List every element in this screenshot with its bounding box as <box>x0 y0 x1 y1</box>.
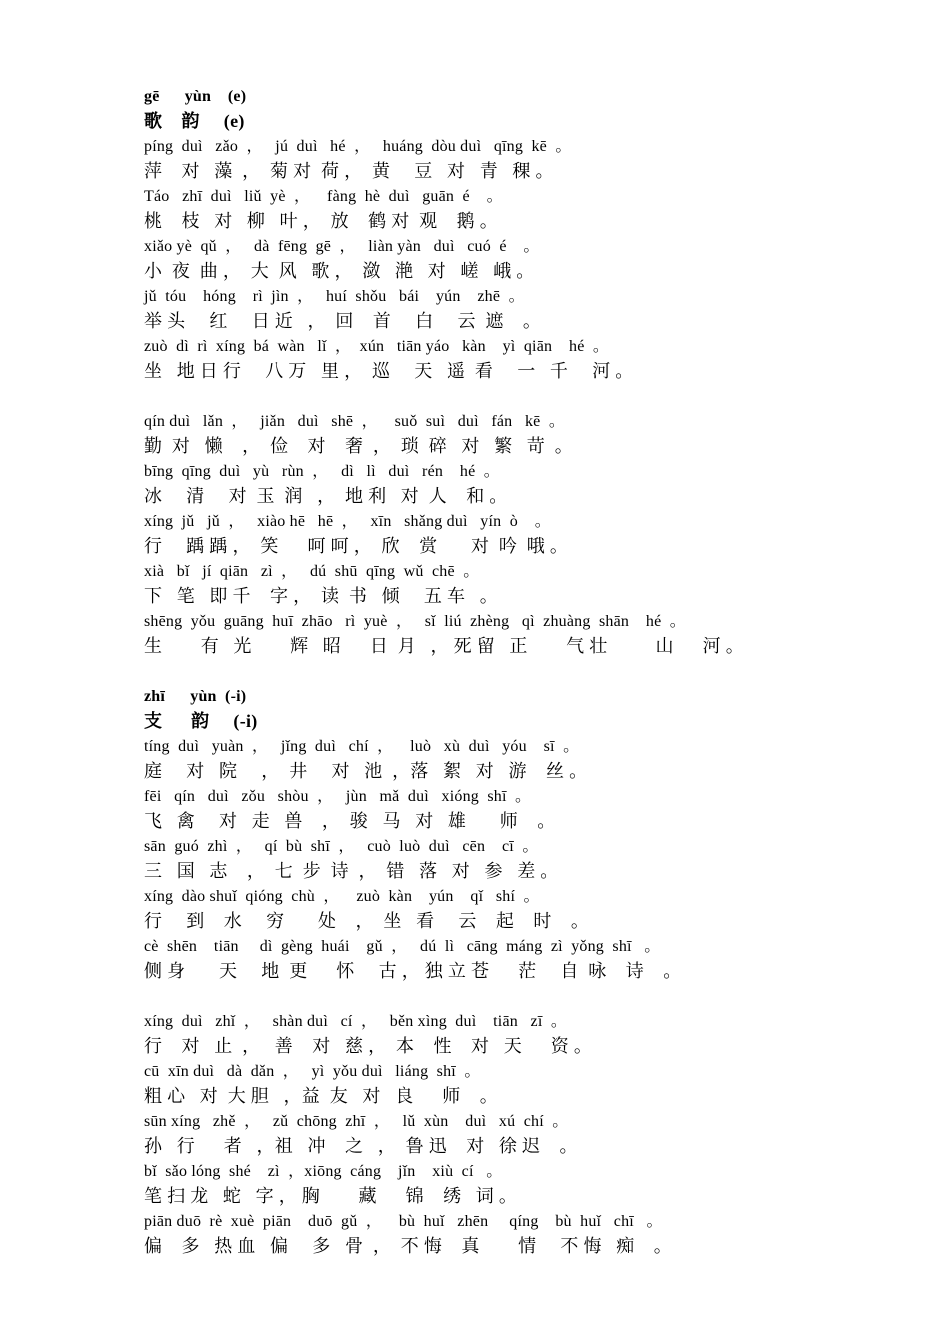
hanzi-line: 举 头 红 日 近 ， 回 首 白 云 遮 。 <box>144 311 542 331</box>
hanzi-line: 萍 对 藻 ， 菊 对 荷 ， 黄 豆 对 青 稞 。 <box>144 161 554 181</box>
hanzi-line: 下 笔 即 千 字 ， 读 书 倾 五 车 。 <box>144 586 498 606</box>
section-gap <box>144 384 844 409</box>
hanzi-line: 侧 身 天 地 更 怀 古 ， 独 立 苍 茫 自 咏 诗 。 <box>144 961 682 981</box>
pinyin-line: qín duì lǎn ， jiǎn duì shē ， suǒ suì duì fán kē 。 <box>144 413 566 430</box>
section-title-pinyin: zhī yùn (-i) <box>144 688 247 705</box>
poem-document <box>144 84 844 1259</box>
pinyin-line: xíng dào shuǐ qióng chù ， zuò kàn yún qǐ shí 。 <box>144 888 540 905</box>
hanzi-line: 勤 对 懒 ， 俭 对 奢 ， 琐 碎 对 繁 苛 。 <box>144 436 573 456</box>
hanzi-line: 坐 地 日 行 八 万 里 ， 巡 天 遥 看 一 千 河 。 <box>144 361 634 381</box>
pinyin-line: zuò dì rì xíng bá wàn lǐ ， xún tiān yáo kàn yì qiān hé 。 <box>144 338 610 355</box>
pinyin-line: fēi qín duì zǒu shòu ， jùn mǎ duì xióng shī 。 <box>144 788 532 805</box>
section-gap <box>144 984 844 1009</box>
hanzi-line: 行 踽 踽 ， 笑 呵 呵 ， 欣 赏 对 吟 哦 。 <box>144 536 569 556</box>
section-title-pinyin: gē yùn (e) <box>144 88 247 105</box>
pinyin-line: piān duō rè xuè piān duō gǔ ， bù huǐ zhēn qíng bù huǐ chī 。 <box>144 1213 663 1230</box>
pinyin-line: Táo zhī duì liǔ yè ， fàng hè duì guān é 。 <box>144 188 503 205</box>
pinyin-line: bīng qīng duì yù rùn ， dì lì duì rén hé 。 <box>144 463 500 480</box>
pinyin-line: bǐ sǎo lóng shé zì ，xiōng cáng jǐn xiù cí 。 <box>144 1163 503 1180</box>
hanzi-line: 笔 扫 龙 蛇 字 ， 胸 藏 锦 绣 词 。 <box>144 1186 518 1206</box>
hanzi-line: 行 到 水 穷 处 ， 坐 看 云 起 时 。 <box>144 911 590 931</box>
pinyin-line: cè shēn tiān dì gèng huái gǔ ， dú lì cāng máng zì yǒng shī 。 <box>144 938 661 955</box>
hanzi-line: 桃 枝 对 柳 叶 ， 放 鹤 对 观 鹅 。 <box>144 211 498 231</box>
hanzi-line: 小 夜 曲 ， 大 风 歌 ， 潋 滟 对 嵯 峨 。 <box>144 261 535 281</box>
section-gap <box>144 659 844 684</box>
pinyin-line: sūn xíng zhě ， zǔ chōng zhī ， lǔ xùn duì xú chí 。 <box>144 1113 569 1130</box>
section-title-hanzi: 支 韵 (-i) <box>144 711 258 731</box>
pinyin-line: sān guó zhì ， qí bù shī ， cuò luò duì cēn cī 。 <box>144 838 539 855</box>
section-title-hanzi: 歌 韵 (e) <box>144 111 245 131</box>
pinyin-line: tíng duì yuàn ， jǐng duì chí ， luò xù duì yóu sī 。 <box>144 738 580 755</box>
hanzi-line: 粗 心 对 大 胆 ，益 友 对 良 师 。 <box>144 1086 498 1106</box>
hanzi-line: 孙 行 者 ，祖 冲 之 ， 鲁 迅 对 徐 迟 。 <box>144 1136 578 1156</box>
hanzi-line: 冰 清 对 玉 润 ， 地 利 对 人 和 。 <box>144 486 508 506</box>
pinyin-line: xiǎo yè qǔ ， dà fēng gē ， liàn yàn duì cuó é 。 <box>144 238 540 255</box>
pinyin-line: shēng yǒu guāng huī zhāo rì yuè ， sǐ liú zhèng qì zhuàng shān hé 。 <box>144 613 686 630</box>
pinyin-line: xíng jǔ jǔ ， xiào hē hē ， xīn shǎng duì yín ò 。 <box>144 513 551 530</box>
pinyin-line: píng duì zǎo ， jú duì hé ， huáng dòu duì qīng kē 。 <box>144 138 572 155</box>
pinyin-line: xíng duì zhǐ ， shàn duì cí ， běn xìng duì tiān zī 。 <box>144 1013 568 1030</box>
pinyin-line: jǔ tóu hóng rì jìn ， huí shǒu bái yún zhē 。 <box>144 288 525 305</box>
hanzi-line: 三 国 志 ， 七 步 诗 ， 错 落 对 参 差 。 <box>144 861 559 881</box>
hanzi-line: 行 对 止 ， 善 对 慈 ， 本 性 对 天 资 。 <box>144 1036 593 1056</box>
hanzi-line: 偏 多 热 血 偏 多 骨 ， 不 悔 真 情 不 悔 痴 。 <box>144 1236 672 1256</box>
pinyin-line: xià bǐ jí qiān zì ， dú shū qīng wǔ chē 。 <box>144 563 480 580</box>
hanzi-line: 庭 对 院 ， 井 对 池 ，落 絮 对 游 丝 。 <box>144 761 588 781</box>
pinyin-line: cū xīn duì dà dǎn ， yì yǒu duì liáng shī 。 <box>144 1063 481 1080</box>
hanzi-line: 飞 禽 对 走 兽 ， 骏 马 对 雄 师 。 <box>144 811 556 831</box>
hanzi-line: 生 有 光 辉 昭 日 月 ， 死 留 正 气 壮 山 河 。 <box>144 636 744 656</box>
